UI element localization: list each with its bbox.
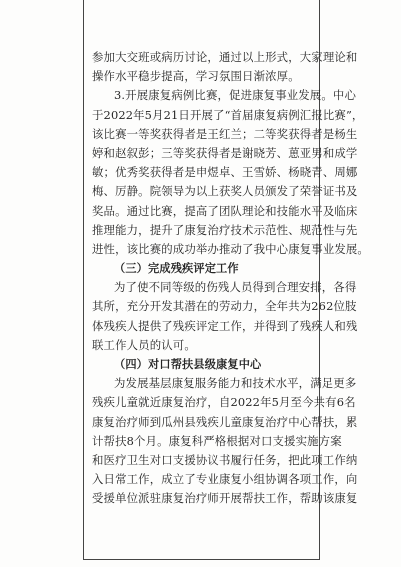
text-line: 康复治疗师到瓜州县残疾儿童康复治疗中心帮扶，累	[92, 414, 358, 429]
text-line: 于2022年5月21日开展了“首届康复病例汇报比赛”，	[92, 107, 364, 122]
text-line: 受援单位派驻康复治疗师开展帮扶工作，帮助该康复	[92, 491, 358, 506]
text-line: 奖品。通过比赛，提高了团队理论和技能水平及临床	[92, 203, 358, 218]
text-line: 为了使不同等级的伤残人员得到合理安排，各得	[114, 280, 357, 295]
text-line: 计帮扶8个月。康复科严格根据对口支援实施方案	[92, 433, 342, 448]
text-line: 敏；优秀奖获得者是申煜卓、王雪娇、杨晓青、周娜	[92, 165, 358, 180]
paragraph-county-support	[92, 374, 358, 508]
text-line: 该比赛一等奖获得者是王红兰；二等奖获得者是杨生	[92, 126, 358, 141]
text-line: 操作水平稳步提高，学习氛围日渐浓厚。	[92, 69, 300, 84]
paragraph-disability-assessment	[92, 278, 358, 355]
text-line: 残疾儿童就近康复治疗，自2022年5月至今共有6名	[92, 395, 356, 410]
text-line: 其所，充分开发其潜在的劳动力，全年共为262位肢	[92, 299, 357, 314]
section-heading-disability-assessment: （三）完成残疾评定工作	[114, 262, 239, 276]
document-body	[92, 48, 369, 509]
text-line: 参加大交班或病历讨论，通过以上形式，大家理论和	[92, 50, 358, 64]
text-line: 梅、厉静。院领导为以上获奖人员颁发了荣誉证书及	[92, 184, 358, 199]
paragraph-training-summary	[92, 48, 358, 86]
text-line: 为发展基层康复服务能力和技术水平，满足更多	[114, 376, 357, 391]
text-line: 3.开展康复病例比赛，促进康复事业发展。中心	[114, 88, 356, 103]
text-line: 婷和赵叙彭；三等奖获得者是谢晓芳、葸亚男和成学	[92, 145, 358, 160]
section-heading-county-support: （四）对口帮扶县级康复中心	[114, 358, 262, 371]
paragraph-case-competition	[92, 86, 369, 259]
text-line: 和医疗卫生对口支援协议书履行任务，把此项工作纳	[92, 452, 358, 467]
text-line: 体残疾人提供了残疾评定工作，并得到了残疾人和残	[92, 318, 358, 333]
text-line: 推理能力，提升了康复治疗技术示范性、规范性与先	[92, 222, 358, 237]
text-line: 联工作人员的认可。	[92, 337, 196, 352]
text-line: 入日常工作，成立了专业康复小组协调各项工作，向	[92, 472, 358, 487]
text-line: 进性，该比赛的成功举办推动了我中心康复事业发展。	[92, 241, 369, 256]
